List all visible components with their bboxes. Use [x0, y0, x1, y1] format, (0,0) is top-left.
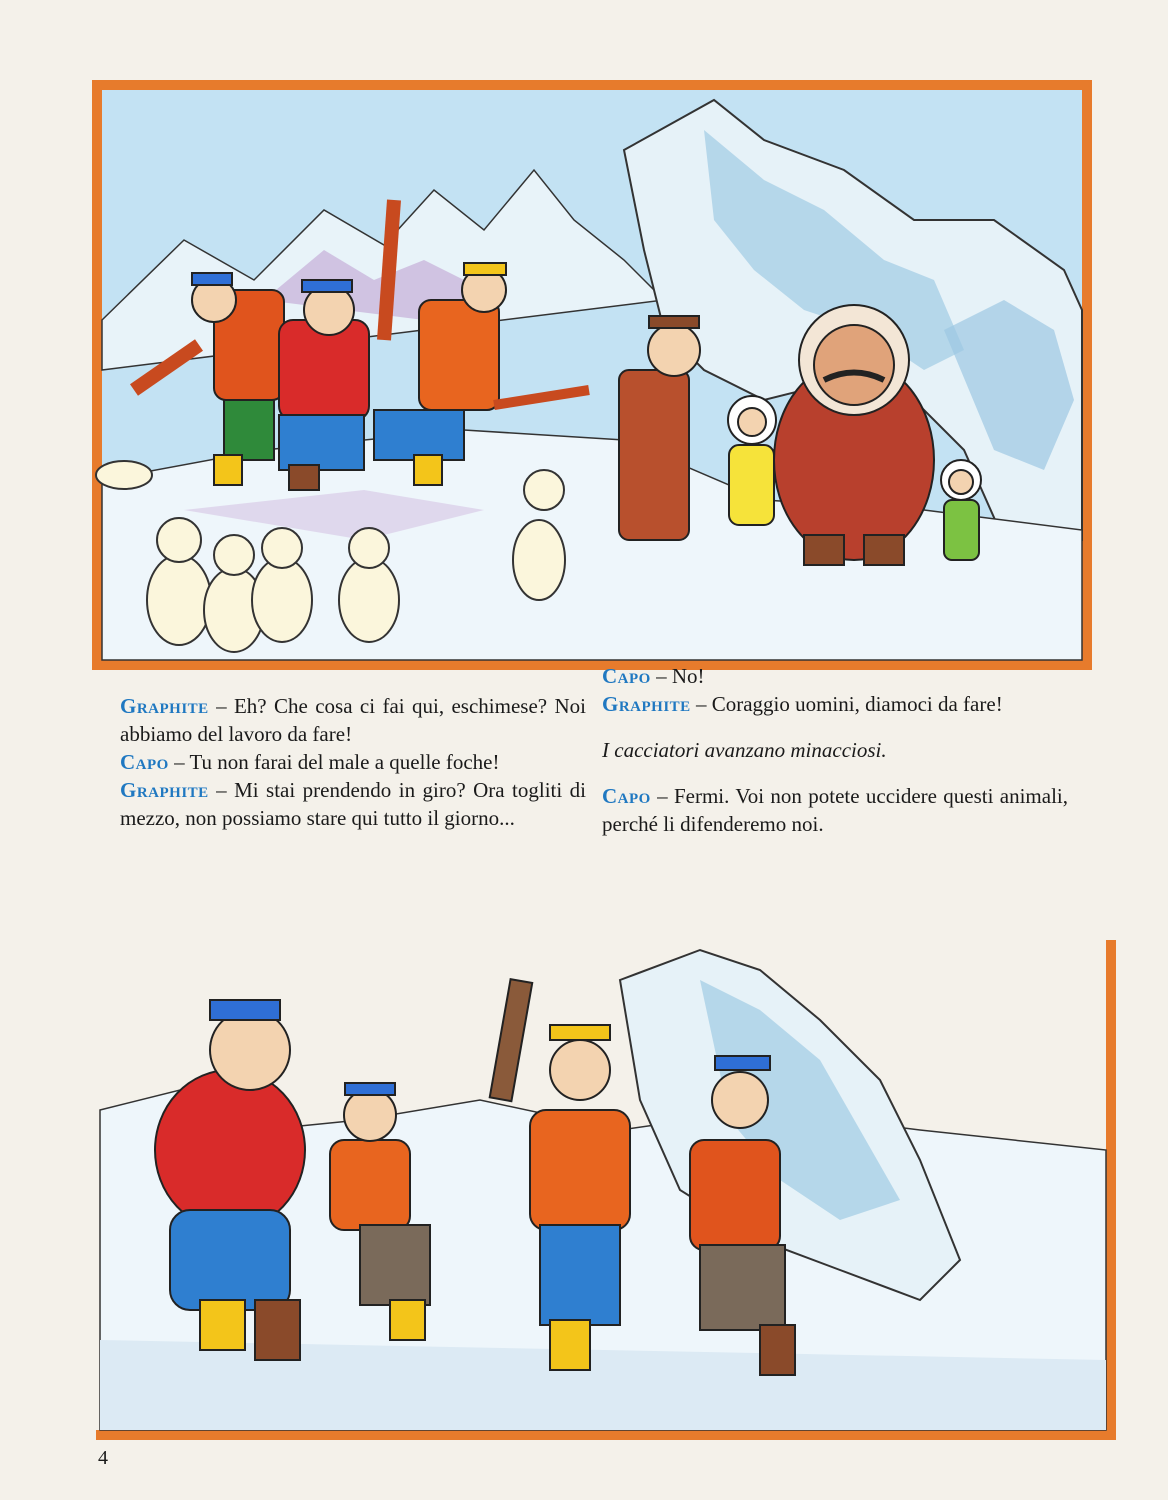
speaker-name: Capo — [120, 750, 169, 774]
speaker-name: Graphite — [120, 778, 209, 802]
eskimo-child-right — [941, 460, 981, 560]
dialogue-text: – Tu non farai del male a quelle foche! — [174, 750, 500, 774]
hunters-running-scene — [60, 940, 1120, 1440]
dialogue-text: – No! — [656, 664, 705, 688]
dialogue-text: – Fermi. Voi non potete uccidere questi animali, perché li difenderemo noi. — [602, 784, 1069, 836]
speaker-name: Capo — [602, 664, 651, 688]
top-illustration — [64, 70, 1114, 680]
dialogue-text: – Mi stai prendendo in giro? Ora togliti di mezzo, non possiamo stare qui tutto il giorno... — [120, 778, 586, 830]
dialogue-text: – Coraggio uomini, diamoci da fare! — [695, 692, 1003, 716]
dialogue-column-left — [120, 692, 586, 832]
dialogue-line — [602, 782, 1068, 838]
dialogue-line — [120, 692, 586, 748]
dialogue-text: – Eh? Che cosa ci fai qui, eschimese? Noi abbiamo del lavoro da fare! — [120, 694, 586, 746]
hunter-red-jacket — [155, 1000, 305, 1360]
arctic-scene — [64, 70, 1114, 680]
narration-line: I cacciatori avanzano minacciosi. — [602, 738, 887, 762]
dialogue-line — [120, 776, 586, 832]
dialogue-column-right — [602, 662, 1068, 838]
speaker-name: Graphite — [120, 694, 209, 718]
speaker-name: Graphite — [602, 692, 691, 716]
eskimo-child-left — [728, 396, 776, 525]
dialogue-line — [120, 748, 586, 776]
spacer — [602, 764, 1068, 782]
page-number: 4 — [98, 1447, 108, 1469]
spacer — [602, 718, 1068, 736]
bottom-illustration — [60, 940, 1120, 1440]
speaker-name: Capo — [602, 784, 651, 808]
dialogue-line — [602, 690, 1068, 718]
dialogue-line — [602, 662, 1068, 690]
